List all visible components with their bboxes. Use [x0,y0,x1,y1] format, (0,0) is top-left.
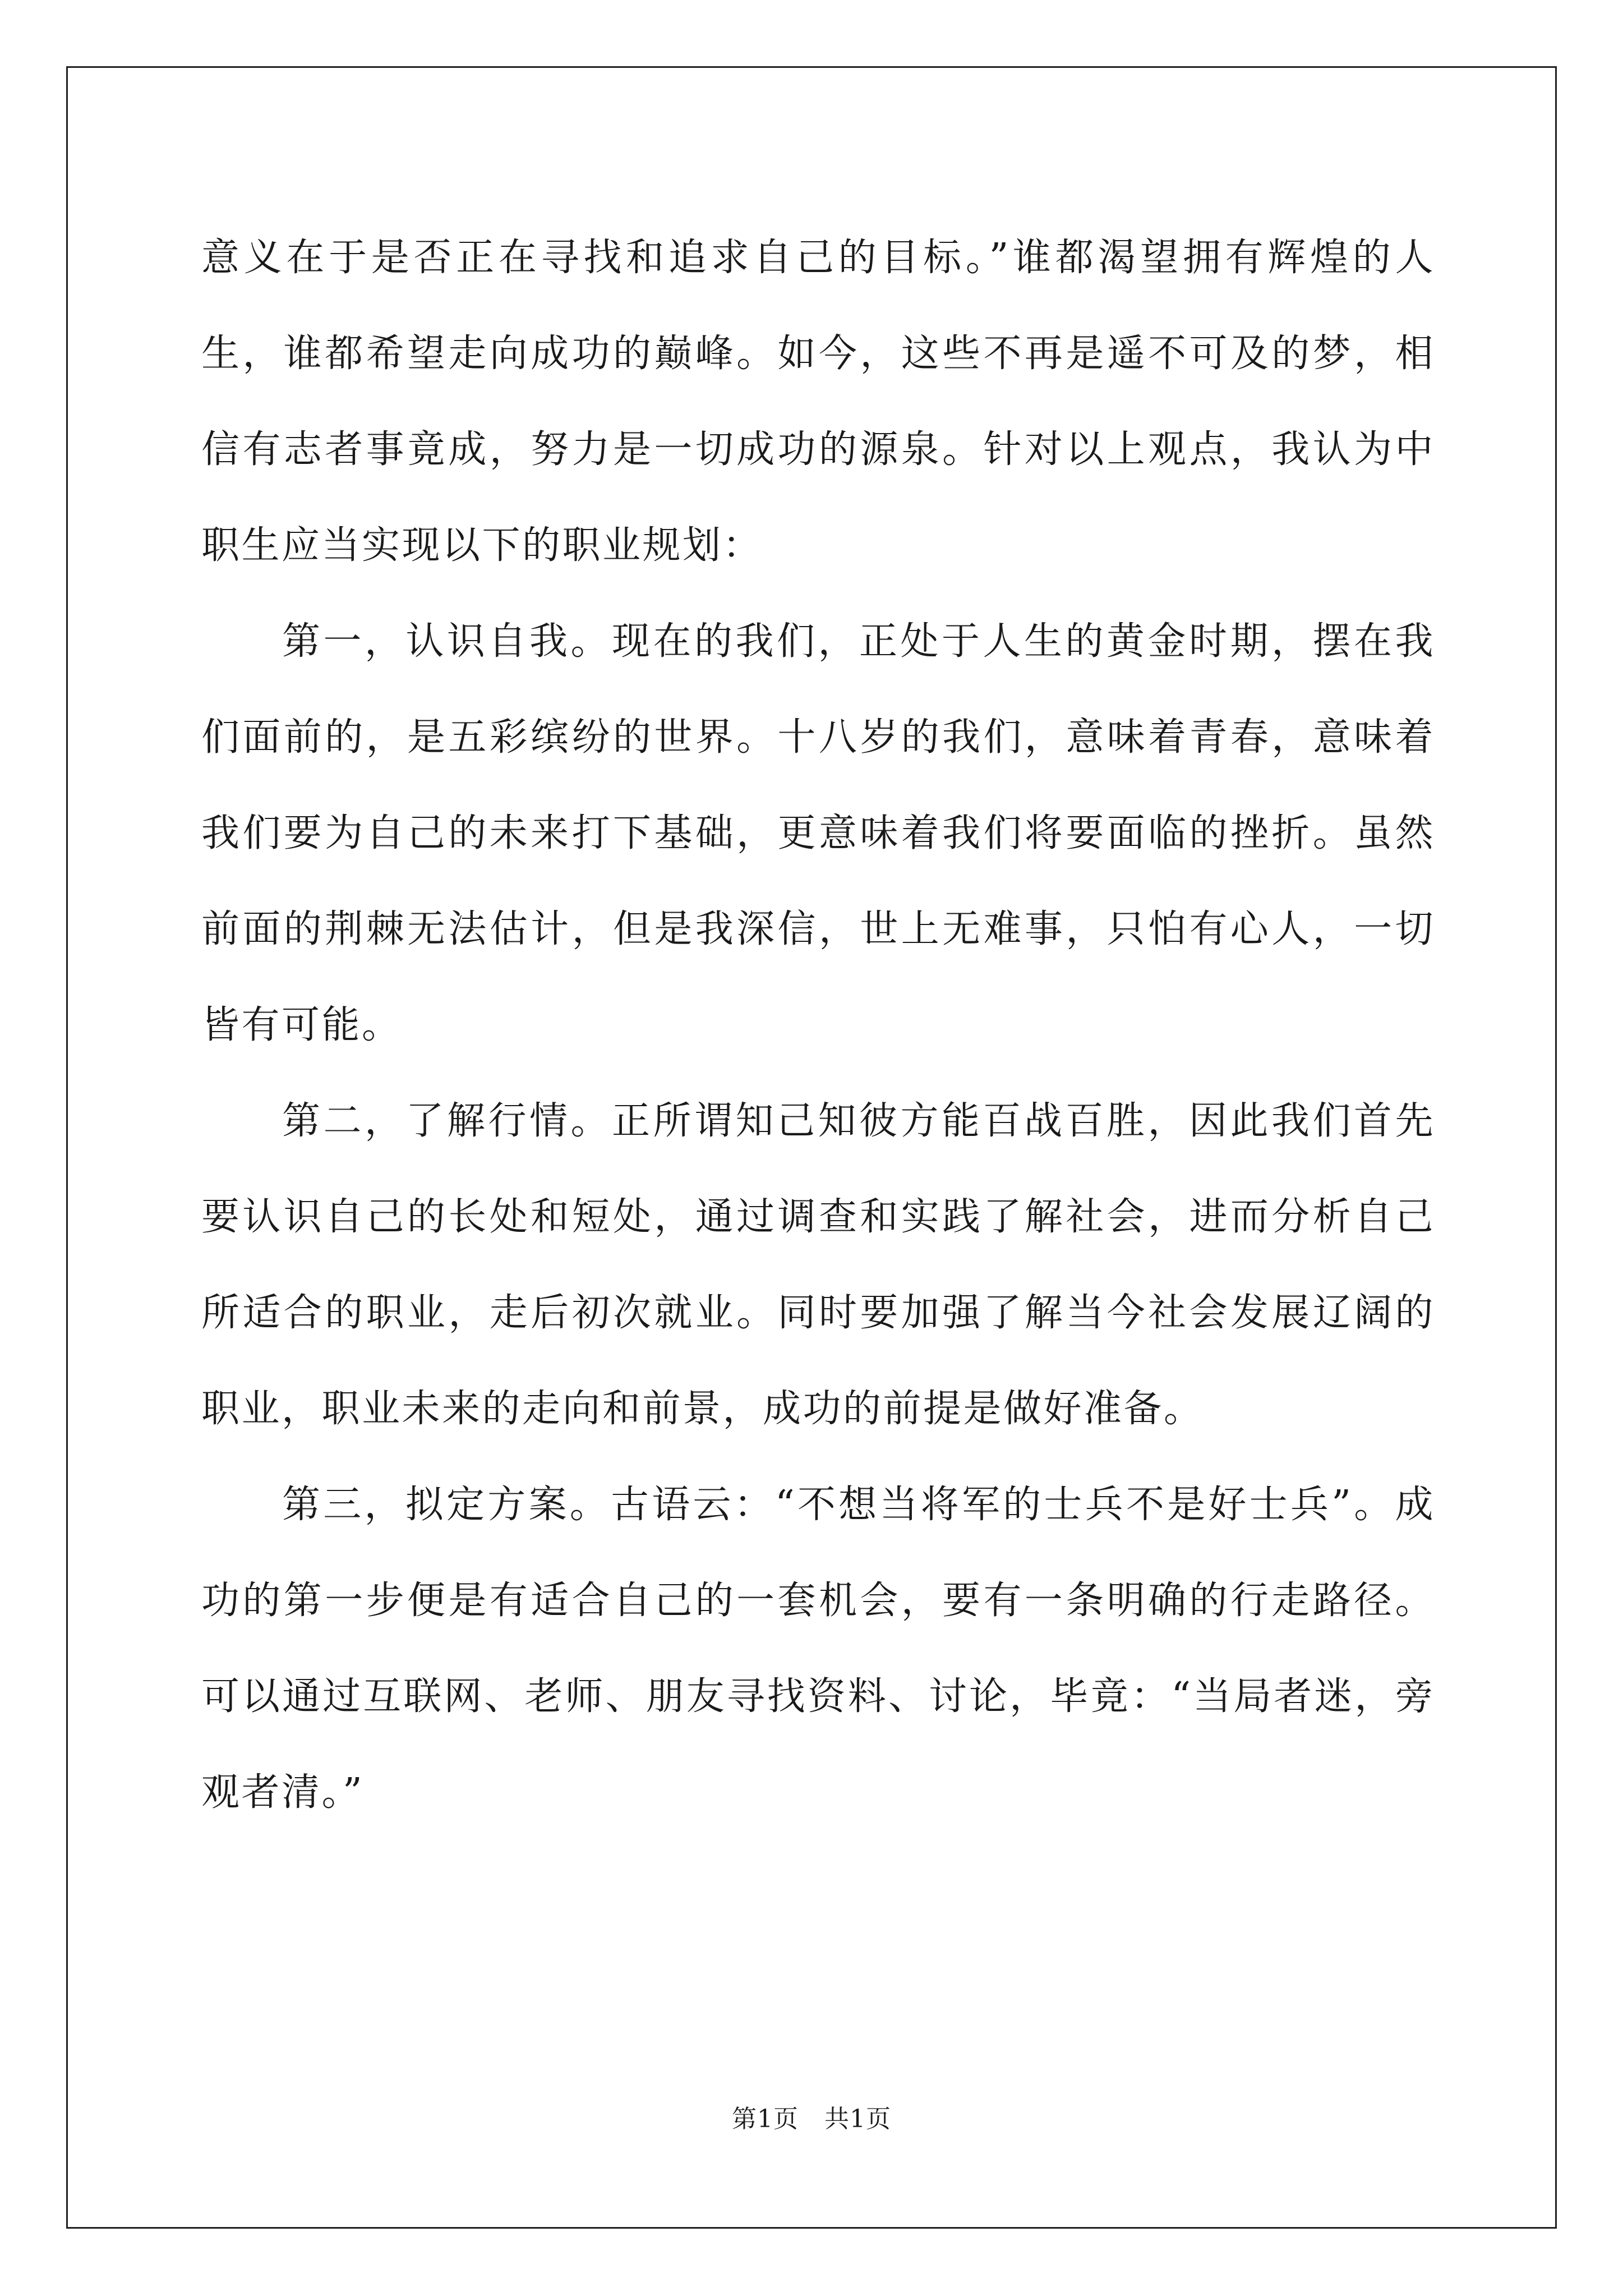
paragraph-3: 第二，了解行情。正所谓知己知彼方能百战百胜，因此我们首先要认识自己的长处和短处，通过调查和实践了解社会，进而分析自己所适合的职业，走后初次就业。同时要加强了解当今社会发展辽阔的职业，职业未来的走向和前景，成功的前提是做好准备。 [201,1099,1435,1431]
paragraph-2: 第一，认识自我。现在的我们，正处于人生的黄金时期，摆在我们面前的，是五彩缤纷的世界。十八岁的我们，意味着青春，意味着我们要为自己的未来打下基础，更意味着我们将要面临的挫折。虽然前面的荆棘无法估计，但是我深信，世上无难事，只怕有心人，一切皆有可能。 [201,619,1435,1047]
document-body [201,210,1435,1841]
paragraph-1: 意义在于是否正在寻找和追求自己的目标。”谁都渴望拥有辉煌的人生，谁都希望走向成功的巅峰。如今，这些不再是遥不可及的梦，相信有志者事竟成，努力是一切成功的源泉。针对以上观点，我认为中职生应当实现以下的职业规划： [201,236,1435,568]
page-footer [0,2102,1623,2136]
paragraph-4: 第三，拟定方案。古语云：“不想当将军的士兵不是好士兵”。成功的第一步便是有适合自己的一套机会，要有一条明确的行走路径。可以通过互联网、老师、朋友寻找资料、讨论，毕竟：“当局者迷，旁观者清。” [201,1483,1435,1815]
page-total: 共1页 [824,2105,891,2133]
page-number: 第1页 [732,2105,799,2133]
